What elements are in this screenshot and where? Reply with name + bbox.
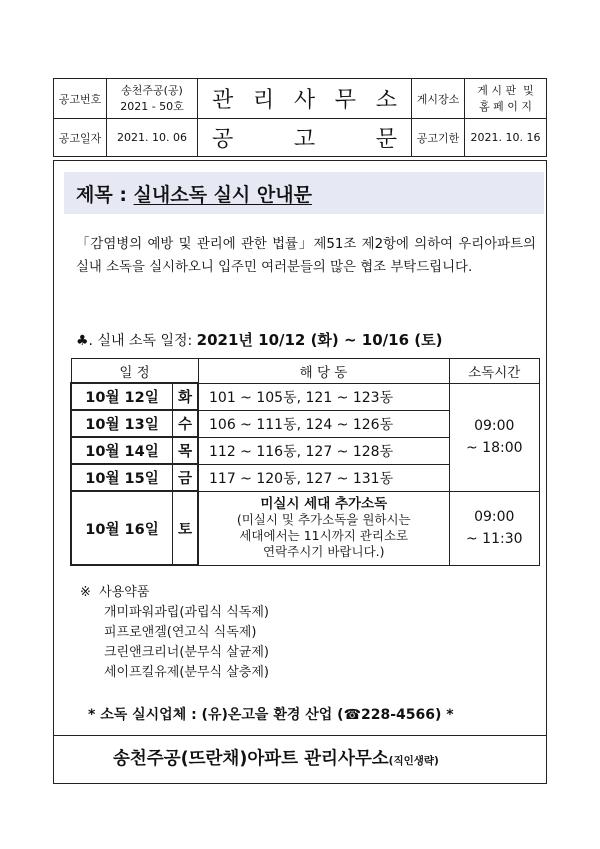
office-title-char: 사 xyxy=(293,88,316,113)
header-table xyxy=(53,78,547,157)
chemicals-list xyxy=(80,583,269,683)
list-item: 크린앤크리너(분무식 살균제) xyxy=(104,645,269,660)
row-date: 10월 15일 xyxy=(71,464,173,491)
footer-office: 송천주공(뜨란채)아파트 관리사무소 xyxy=(113,749,389,769)
table-row-extra xyxy=(71,491,540,565)
row-area: 106 ~ 111동, 124 ~ 126동 xyxy=(198,410,449,437)
row-date: 10월 13일 xyxy=(71,410,173,437)
row-area: 112 ~ 116동, 127 ~ 128동 xyxy=(198,437,449,464)
intro-paragraph: 「감염병의 예방 및 관리에 관한 법률」제51조 제2항에 의하여 우리아파트의 실내 소독을 실시하오니 입주민 여러분들의 많은 협조 부탁드립니다. xyxy=(76,237,536,275)
row-day: 목 xyxy=(173,437,199,464)
time-start: 09:00 xyxy=(474,418,515,434)
board-top: 게 시 판 및 xyxy=(477,83,534,97)
schedule-table xyxy=(70,358,540,566)
subject-prefix: 제목 : xyxy=(76,184,134,206)
row-area: 117 ~ 120동, 127 ~ 131동 xyxy=(198,464,449,491)
schedule-label: ♣. 실내 소독 일정: xyxy=(76,333,197,349)
extra-note: (미실시 및 추가소독을 원하시는 xyxy=(236,512,411,527)
date-label: 공고일자 xyxy=(54,119,107,157)
col-header-time: 소독시간 xyxy=(449,359,540,384)
notice-title-char: 공 xyxy=(212,127,234,152)
time-end: ~ 11:30 xyxy=(465,531,523,547)
schedule-range: 2021년 10/12 (화) ~ 10/16 (토) xyxy=(196,331,443,349)
extra-title: 미실시 세대 추가소독 xyxy=(260,496,388,512)
col-header-date: 일 정 xyxy=(71,359,198,384)
extra-day: 토 xyxy=(173,491,199,565)
time-cell-saturday xyxy=(449,491,540,565)
chemicals-label: ※ 사용약품 xyxy=(80,585,150,600)
extra-note: 연락주시기 바랍니다.) xyxy=(263,544,385,559)
row-day: 금 xyxy=(173,464,199,491)
notice-title xyxy=(198,119,412,157)
schedule-line xyxy=(76,329,442,350)
office-title-char: 관 xyxy=(212,88,234,113)
deadline-label: 공고기한 xyxy=(412,119,465,157)
list-item: 세이프킬유제(분무식 살충제) xyxy=(104,665,269,680)
row-area: 101 ~ 105동, 121 ~ 123동 xyxy=(198,383,449,410)
subject-text: 실내소독 실시 안내문 xyxy=(133,184,312,206)
row-day: 화 xyxy=(173,383,199,410)
col-header-area: 해 당 동 xyxy=(198,359,449,384)
vendor-line: * 소독 실시업체 : (유)온고을 환경 산업 (☎228-4566) * xyxy=(88,707,454,723)
board-label: 게시장소 xyxy=(412,79,465,119)
board-value xyxy=(465,79,547,119)
office-title xyxy=(198,79,412,119)
footer-seal: (직인생략) xyxy=(388,755,439,767)
office-title-char: 리 xyxy=(252,88,275,113)
deadline-value: 2021. 10. 16 xyxy=(465,119,547,157)
notice-title-char: 문 xyxy=(375,127,397,152)
notice-no-value xyxy=(107,79,198,119)
extra-date: 10월 16일 xyxy=(71,491,173,565)
time-cell-weekday xyxy=(449,383,540,491)
board-bottom: 홈 페 이 지 xyxy=(479,99,532,113)
notice-no-bottom: 2021 - 50호 xyxy=(120,99,184,113)
notice-title-char: 고 xyxy=(293,127,316,152)
row-date: 10월 12일 xyxy=(71,383,173,410)
list-item: 피프로앤겔(연고식 식독제) xyxy=(104,625,257,640)
footer-signature xyxy=(113,745,439,770)
extra-note: 세대에서는 11시까지 관리소로 xyxy=(239,528,409,543)
row-day: 수 xyxy=(173,410,199,437)
list-item: 개미파워과립(과립식 식독제) xyxy=(104,605,269,620)
office-title-char: 소 xyxy=(375,88,397,113)
time-end: ~ 18:00 xyxy=(465,440,523,456)
date-value: 2021. 10. 06 xyxy=(107,119,198,157)
notice-subject xyxy=(76,180,312,207)
time-start: 09:00 xyxy=(474,509,515,525)
office-title-char: 무 xyxy=(334,88,357,113)
table-row xyxy=(71,383,540,410)
row-date: 10월 14일 xyxy=(71,437,173,464)
notice-no-top: 송천주공(공) xyxy=(121,83,183,97)
extra-area xyxy=(198,491,449,565)
notice-no-label: 공고번호 xyxy=(54,79,107,119)
